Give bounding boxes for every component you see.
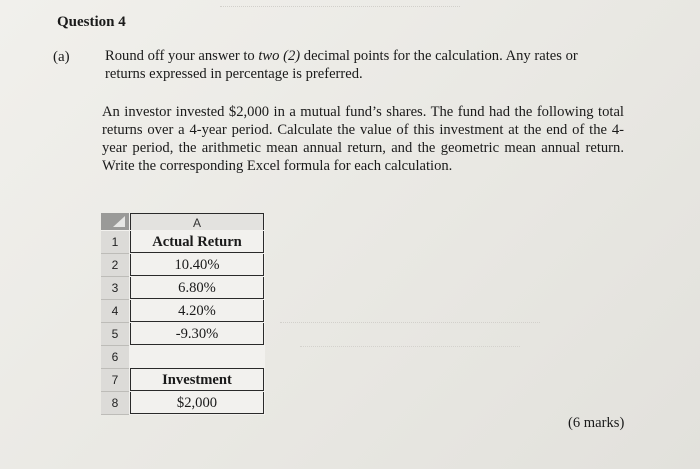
- row-number: 8: [101, 392, 129, 415]
- instruction-text: [105, 47, 635, 83]
- row-number: 2: [101, 254, 129, 277]
- question-body: An investor invested $2,000 in a mutual fund’s shares. The fund had the following total returns over a 4-year period. Calculate the value of this investment at the end of the 4-year period, the arithmetic mean annual return, and the geometric mean annual return. Write the corresponding Excel formula for each calculation.: [102, 104, 624, 174]
- cell-a6[interactable]: [130, 346, 264, 369]
- cell-a2[interactable]: 10.40%: [130, 254, 264, 276]
- instruction-emphasis: two (2): [258, 48, 301, 64]
- row-number: 5: [101, 323, 129, 346]
- instruction-line-2: returns expressed in percentage is preferred.: [105, 66, 363, 82]
- select-all-corner[interactable]: [101, 213, 129, 230]
- instruction-suffix: decimal points for the calculation. Any rates or: [300, 48, 578, 64]
- column-header-a[interactable]: A: [130, 213, 264, 230]
- row-number: 1: [101, 231, 129, 254]
- cell-a1[interactable]: Actual Return: [130, 231, 264, 253]
- row-number: 6: [101, 346, 129, 369]
- marks-label: (6 marks): [568, 415, 625, 431]
- row-number: 3: [101, 277, 129, 300]
- cell-a5[interactable]: -9.30%: [130, 323, 264, 345]
- part-label: (a): [53, 49, 70, 65]
- cell-a7[interactable]: Investment: [130, 369, 264, 391]
- cell-a3[interactable]: 6.80%: [130, 277, 264, 299]
- corner-triangle-icon: [113, 216, 125, 227]
- row-number: 7: [101, 369, 129, 392]
- question-title: Question 4: [57, 14, 126, 30]
- excel-table: [101, 213, 265, 415]
- cell-a8[interactable]: $2,000: [130, 392, 264, 414]
- bleed-through-marks: [280, 322, 540, 331]
- instruction-prefix: Round off your answer to: [105, 48, 259, 64]
- bleed-through-marks: [220, 6, 460, 15]
- bleed-through-marks: [300, 346, 520, 355]
- cell-a4[interactable]: 4.20%: [130, 300, 264, 322]
- row-number: 4: [101, 300, 129, 323]
